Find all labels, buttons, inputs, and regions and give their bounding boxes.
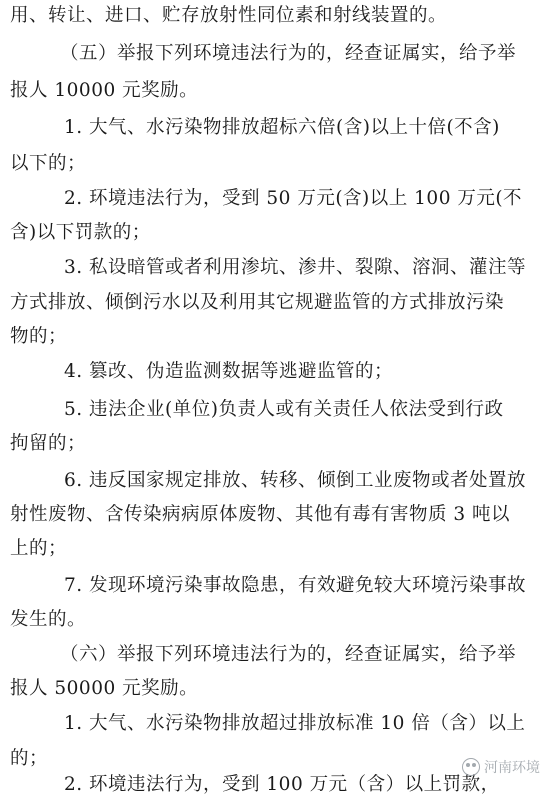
text-line bbox=[0, 77, 550, 105]
text-line bbox=[0, 467, 550, 495]
text-line-content: 3. 私设暗管或者利用渗坑、渗井、裂隙、溶洞、灌注等 bbox=[64, 257, 527, 278]
text-line-content: 用、转让、进口、贮存放射性同位素和射线装置的。 bbox=[10, 5, 448, 26]
text-line bbox=[0, 535, 550, 563]
text-line-content: 4. 篡改、伪造监测数据等逃避监管的； bbox=[64, 361, 394, 382]
text-line bbox=[0, 396, 550, 424]
text-line-content: 上的； bbox=[10, 538, 68, 559]
text-line-content: 以下的； bbox=[10, 153, 87, 174]
text-line bbox=[0, 2, 550, 30]
text-line bbox=[0, 501, 550, 529]
watermark-text: 河南环境 bbox=[484, 760, 540, 776]
text-line-content: 2. 环境违法行为，受到 100 万元（含）以上罚款， bbox=[64, 774, 500, 795]
text-line bbox=[0, 114, 550, 142]
text-line-content: （六）举报下列环境违法行为的，经查证属实，给予举 bbox=[60, 644, 517, 665]
text-line-content: 7. 发现环境污染事故隐患，有效避免较大环境污染事故 bbox=[64, 575, 527, 596]
text-line-content: 1. 大气、水污染物排放超过排放标准 10 倍（含）以上 bbox=[64, 713, 526, 734]
text-line bbox=[0, 641, 550, 669]
text-line bbox=[0, 710, 550, 738]
text-line-content: 方式排放、倾倒污水以及利用其它规避监管的方式排放污染 bbox=[10, 292, 505, 313]
text-line bbox=[0, 254, 550, 282]
text-line-content: 含)以下罚款的； bbox=[10, 222, 151, 243]
text-line-content: 2. 环境违法行为，受到 50 万元(含)以上 100 万元(不 bbox=[64, 188, 523, 209]
text-line-content: 6. 违反国家规定排放、转移、倾倒工业废物或者处置放 bbox=[64, 470, 527, 491]
text-line bbox=[0, 185, 550, 213]
text-line-content: 发生的。 bbox=[10, 609, 87, 630]
text-line bbox=[0, 219, 550, 247]
text-line-content: 的； bbox=[10, 748, 49, 769]
watermark bbox=[462, 756, 540, 778]
text-line bbox=[0, 430, 550, 458]
text-line bbox=[0, 572, 550, 600]
text-line bbox=[0, 40, 550, 68]
text-line bbox=[0, 323, 550, 351]
wechat-icon bbox=[462, 758, 480, 776]
text-line bbox=[0, 358, 550, 386]
text-line-content: 物的； bbox=[10, 326, 68, 347]
text-line bbox=[0, 150, 550, 178]
text-line bbox=[0, 289, 550, 317]
text-line-content: 1. 大气、水污染物排放超标六倍(含)以上十倍(不含) bbox=[64, 117, 500, 138]
text-line bbox=[0, 606, 550, 634]
text-line bbox=[0, 675, 550, 703]
text-line-content: 报人 10000 元奖励。 bbox=[10, 80, 199, 101]
text-line-content: 拘留的； bbox=[10, 433, 87, 454]
text-line-content: （五）举报下列环境违法行为的，经查证属实，给予举 bbox=[60, 43, 517, 64]
text-line-content: 5. 违法企业(单位)负责人或有关责任人依法受到行政 bbox=[64, 399, 504, 420]
text-line-content: 射性废物、含传染病病原体废物、其他有毒有害物质 3 吨以 bbox=[10, 504, 511, 525]
text-line-content: 报人 50000 元奖励。 bbox=[10, 678, 199, 699]
